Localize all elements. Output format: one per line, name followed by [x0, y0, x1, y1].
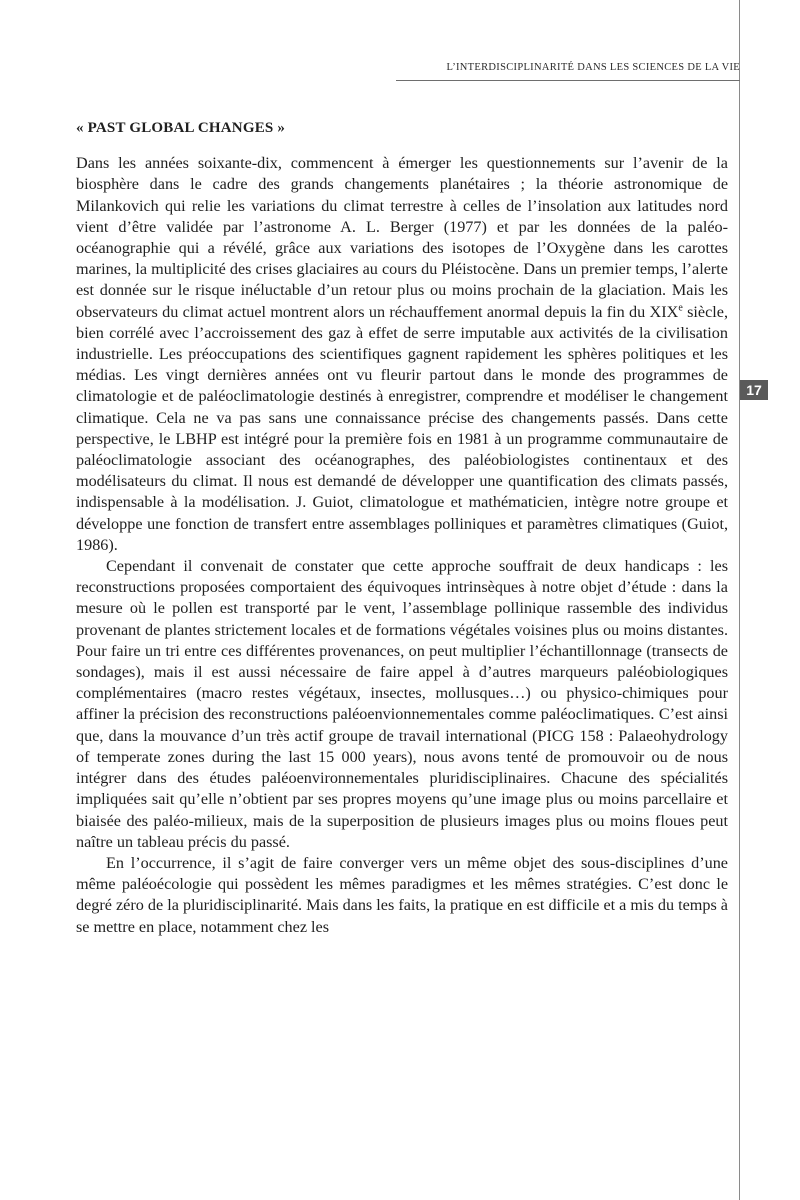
- paragraph-1-text-start: Dans les années soixante-dix, commencent à émerger les questionnements sur l’avenir de la biosphère dans le cadre des grands changements planétaires ; la théorie astronomique de Milankovich qui relie les variations du climat terrestre à celles de l’insolation aux latitudes nord vient d’être validée par l’astronome A. L. Berger (1977) et par les données de la paléo-océanographie qui a révélé, grâce aux variations des isotopes de l’Oxygène dans les carottes marines, la multiplicité des crises glaciaires au cours du Pléistocène. Dans un premier temps, l’alerte est donnée sur le risque inéluctable d’un retour plus ou moins prochain de la glaciation. Mais les observateurs du climat actuel montrent alors un réchauffement anormal depuis la fin du XIX: [76, 154, 728, 321]
- paragraph-2: Cependant il convenait de constater que cette approche souffrait de deux handicaps : les reconstructions proposées comportaient des équivoques intrinsèques à notre objet d’étude : dans la mesure où le pollen est transporté par le vent, l’assemblage pollinique rassemble des individus provenant de plantes strictement locales et de formations végétales voisines plus ou moins distantes. Pour faire un tri entre ces différentes provenances, on peut multiplier l’échantillonnage (transects de sondages), mais il est aussi nécessaire de faire appel à d’autres marqueurs paléobiologiques complémentaires (macro restes végétaux, insectes, mollusques…) ou physico-chimiques pour affiner la précision des reconstructions paléoenvionnementales comme paléoclimatiques. C’est ainsi que, dans la mouvance d’un très actif groupe de travail international (PICG 158 : Palaeohydrology of temperate zones during the last 15 000 years), nous avons tenté de promouvoir ou de nous intégrer dans des études paléoenvironnementales pluridisciplinaires. Chacune des spécialités impliquées sait qu’elle n’obtient par ses propres moyens qu’une image plus ou moins parcellaire et biaisée des paléo-milieux, mais de la superposition de plusieurs images plus ou moins floues peut naître un tableau précis du passé.: [76, 557, 728, 851]
- page-number-tab: 17: [740, 380, 768, 400]
- paragraph-1: [76, 153, 728, 556]
- margin-vertical-rule: [739, 0, 740, 1200]
- section-title: « PAST GLOBAL CHANGES »: [76, 120, 286, 136]
- century-superscript: e: [678, 302, 683, 314]
- header-rule: [396, 80, 740, 81]
- paragraph-1-text-end: siècle, bien corrélé avec l’accroissement des gaz à effet de serre imputable aux activités de la civilisation industrielle. Les préoccupations des scientifiques gagnent rapidement les sphères politiques et les médias. Les vingt dernières années ont vu fleurir partout dans le monde des programmes de climatologie et de paléoclimatologie destinés à enregistrer, comprendre et modéliser le changement climatique. Cela ne va pas sans une connaissance précise des changements passés. Dans cette perspective, le LBHP est intégré pour la première fois en 1981 à un programme communautaire de paléoclimatologie associant des océanographes, des paléobiologistes continentaux et des modélisateurs du climat. Il nous est demandé de développer une quantification des climats passés, indispensable à la modélisation. J. Guiot, climatologue et mathématicien, intègre notre groupe et développe une fonction de transfert entre assemblages polliniques et paramètres climatiques (Guiot, 1986).: [76, 302, 729, 554]
- paragraph-3: En l’occurrence, il s’agit de faire converger vers un même objet des sous-disciplines d’une même paléoécologie qui possèdent les mêmes paradigmes et les mêmes stratégies. C’est donc le degré zéro de la pluridisciplinarité. Mais dans les faits, la pratique en est difficile et a mis du temps à se mettre en place, notamment chez les: [76, 853, 728, 936]
- running-header: L’INTERDISCIPLINARITÉ DANS LES SCIENCES DE LA VIE: [446, 62, 740, 73]
- page-body: [76, 118, 728, 938]
